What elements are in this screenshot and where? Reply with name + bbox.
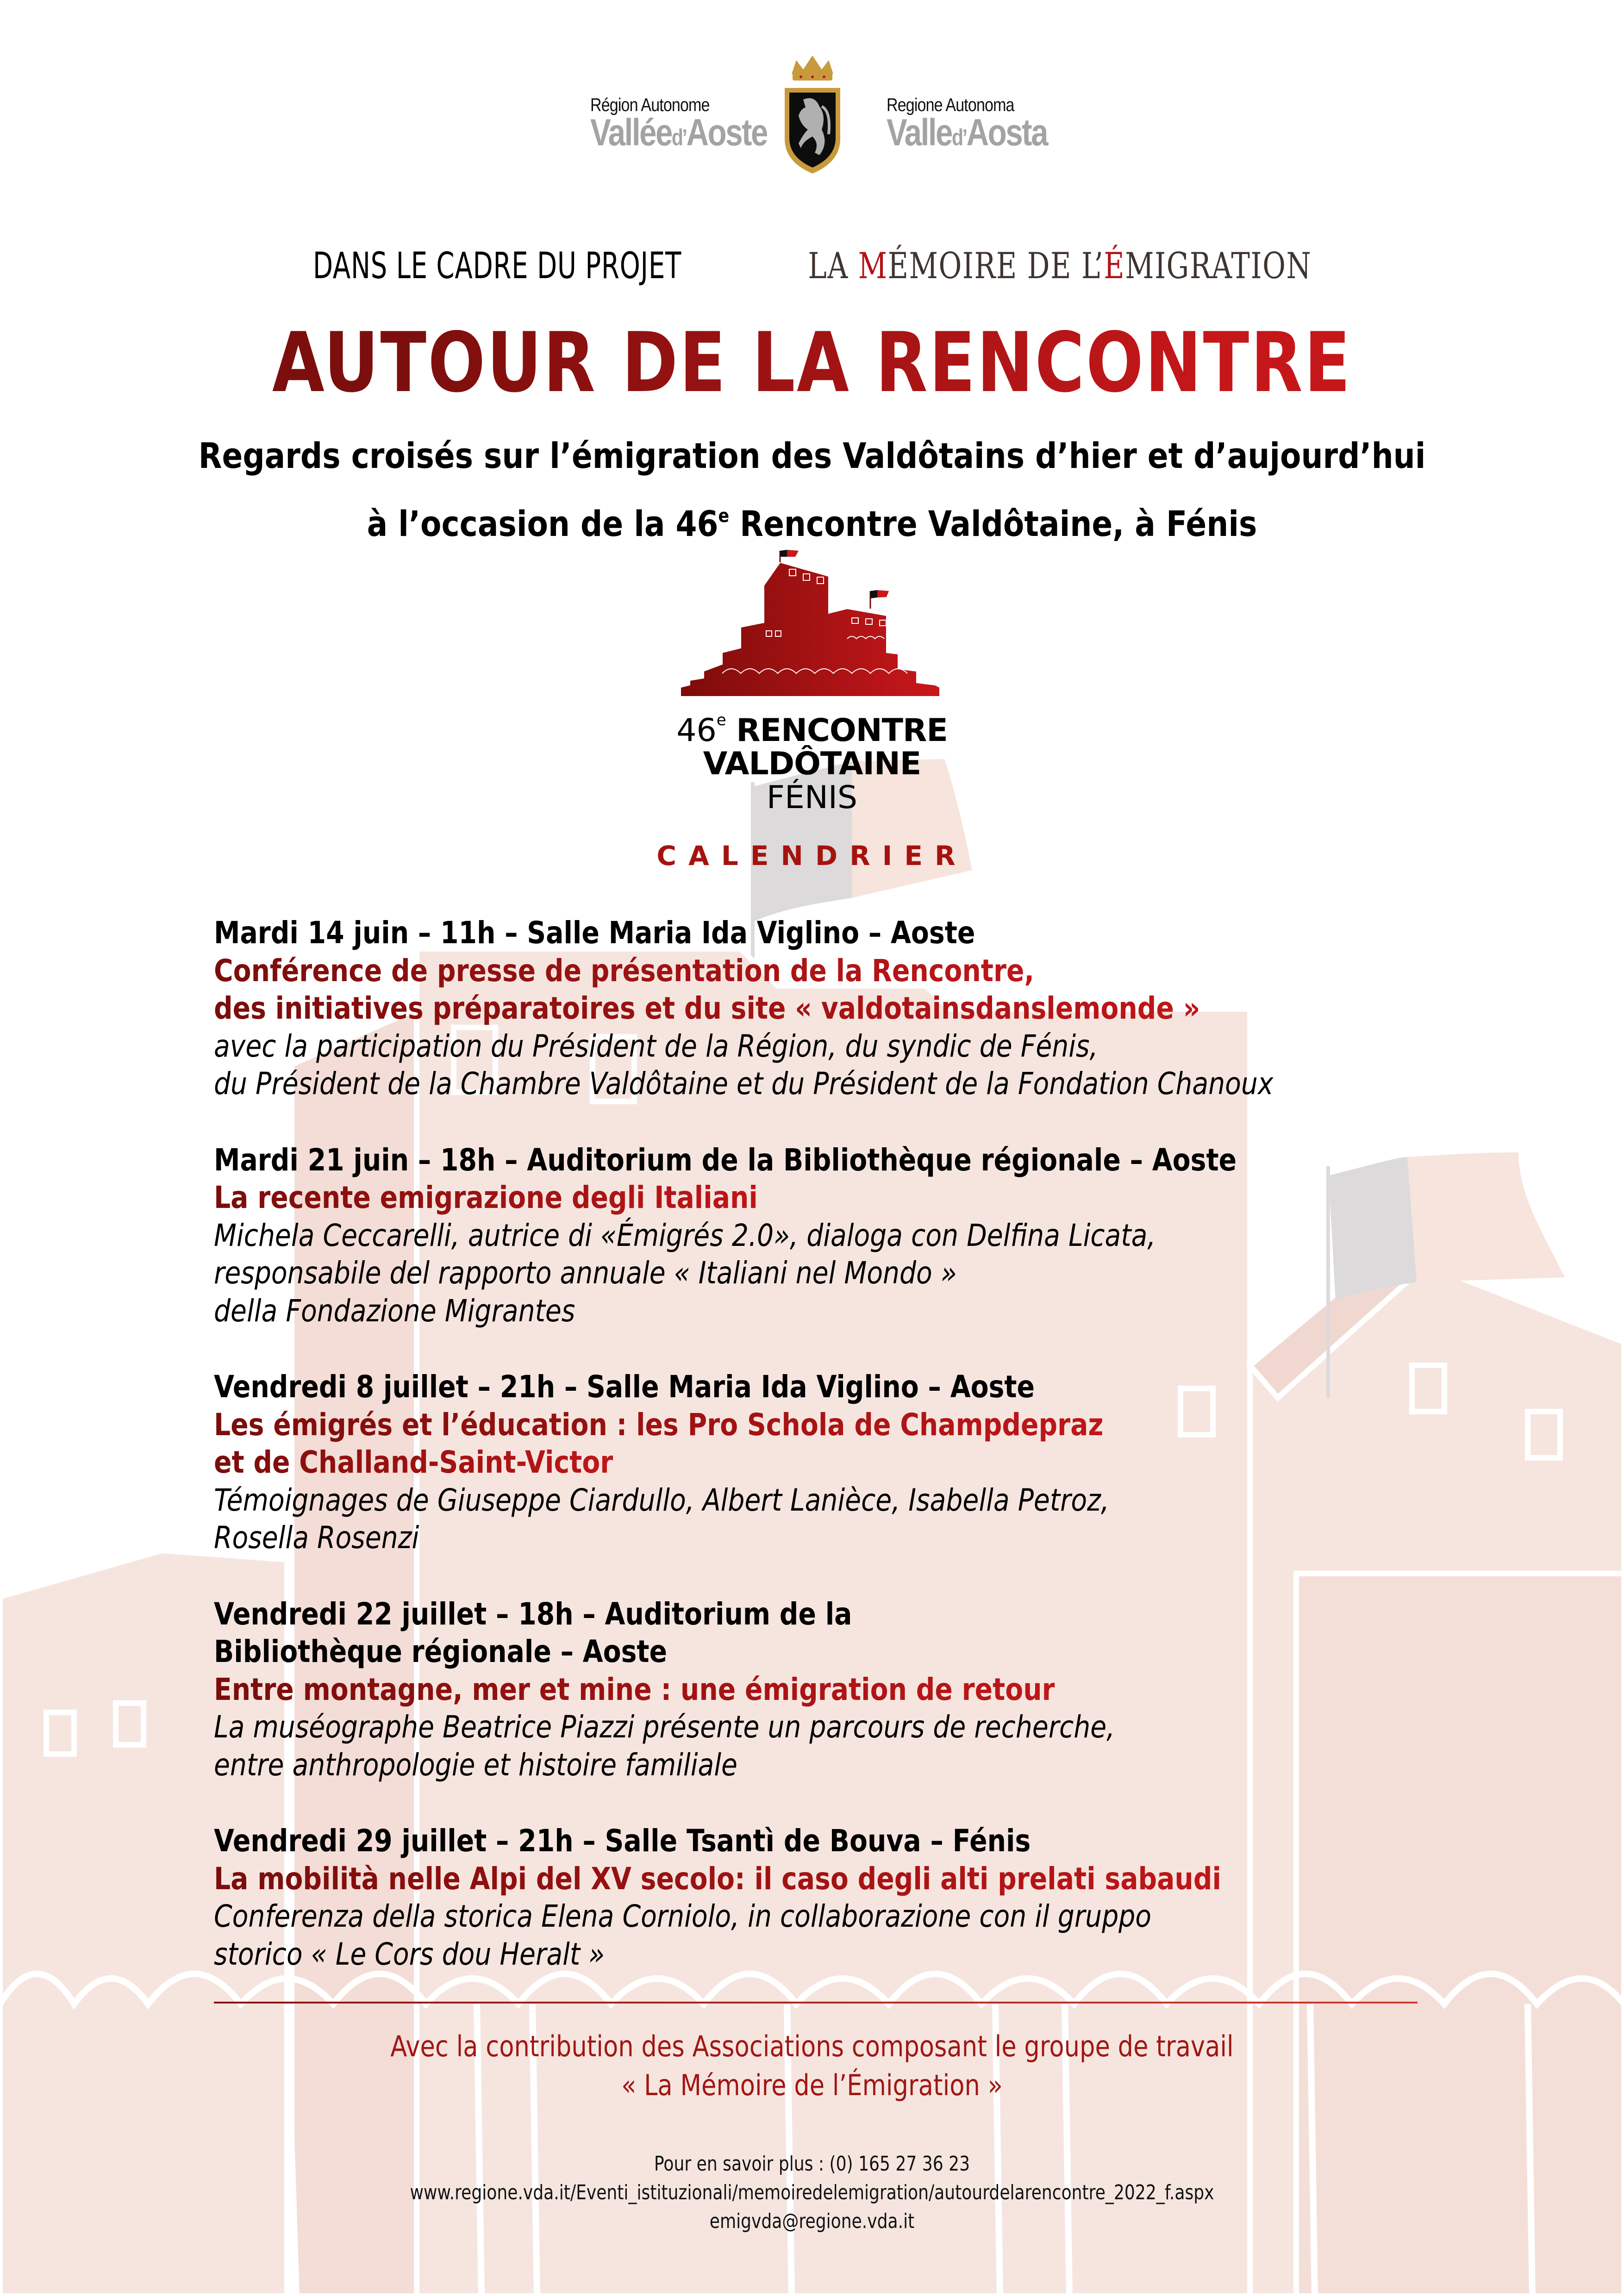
event-date-venue-row (214, 1822, 1464, 1860)
event-date-venue: Vendredi 29 juillet – 21h – Salle Tsantì de Bouva – Fénis (214, 1823, 1031, 1859)
contribution-line-1: Avec la contribution des Associations composant le groupe de travail (390, 2029, 1234, 2063)
info-phone: Pour en savoir plus : (0) 165 27 36 23 (654, 2152, 970, 2176)
logo-right-subtitle: Regione Autonoma (887, 95, 1014, 115)
event-description-row (214, 1217, 1464, 1255)
event-description: du Président de la Chambre Valdôtaine et du Président de la Fondation Chanoux (214, 1066, 1274, 1101)
castle-icon (676, 548, 954, 697)
subtitle-line-1: Regards croisés sur l’émigration des Valdôtains d’hier et d’aujourd’hui (198, 435, 1426, 476)
event-item (214, 1368, 1464, 1557)
contribution-note (0, 2027, 1624, 2105)
event-date-venue: Bibliothèque régionale – Aoste (214, 1634, 668, 1669)
subtitle-line-2b: Rencontre Valdôtaine, à Fénis (729, 503, 1257, 544)
events-list (214, 914, 1464, 2011)
logo-right-word1: Valle (887, 112, 952, 154)
event-description: entre anthropologie et histoire familiale (214, 1747, 737, 1783)
event-logo-sup: e (716, 711, 726, 729)
event-description: della Fondazione Migrantes (214, 1293, 575, 1329)
event-description: Conferenza della storica Elena Corniolo, in collaborazione con il gruppo (214, 1898, 1151, 1934)
project-name-red-e: É (1104, 245, 1125, 287)
event-title-row (214, 1860, 1464, 1898)
event-title-row (214, 1671, 1464, 1709)
event-description-row (214, 1935, 1464, 1973)
event-title-row (214, 989, 1464, 1027)
event-description-row (214, 1898, 1464, 1935)
event-description: storico « Le Cors dou Heralt » (214, 1936, 605, 1972)
event-date-venue: Mardi 14 juin – 11h – Salle Maria Ida Viglino – Aoste (214, 915, 975, 951)
event-date-venue-row (214, 1368, 1464, 1406)
divider (214, 2002, 1418, 2004)
subtitle-line-2 (106, 486, 1518, 554)
event-description-row (214, 1292, 1464, 1330)
event-description-row (214, 1519, 1464, 1557)
event-date-venue: Mardi 21 juin – 18h – Auditorium de la Bibliothèque régionale – Aoste (214, 1142, 1237, 1178)
event-item (214, 1595, 1464, 1784)
logo-french (590, 95, 806, 156)
project-line (0, 245, 1624, 287)
event-logo-text (0, 703, 1624, 815)
event-title: Entre montagne, mer et mine : une émigration de retour (214, 1671, 1055, 1709)
event-description-row (214, 1481, 1464, 1519)
info-url[interactable]: www.regione.vda.it/Eventi_istituzionali/memoiredelemigration/autourdelarencontre_2022_f.aspx (410, 2181, 1214, 2204)
event-date-venue-row (214, 1633, 1464, 1671)
event-title-row (214, 1179, 1464, 1217)
event-logo-line-1 (0, 703, 1624, 747)
event-date-venue-row (214, 914, 1464, 952)
logo-left-name (590, 114, 767, 156)
calendar-title: CALENDRIER (656, 840, 968, 871)
event-item (214, 914, 1464, 1103)
event-title: La mobilità nelle Alpi del XV secolo: il caso degli alti prelati sabaudi (214, 1860, 1221, 1898)
event-description: Témoignages de Giuseppe Ciardullo, Albert Lanièce, Isabella Petroz, (214, 1482, 1110, 1518)
event-item (214, 1822, 1464, 1973)
event-title-row (214, 1406, 1464, 1444)
project-name-part1: LA (808, 245, 858, 287)
event-title-row (214, 1444, 1464, 1481)
event-title-row (214, 952, 1464, 990)
event-description: Rosella Rosenzi (214, 1520, 419, 1556)
event-description-row (214, 1708, 1464, 1746)
event-date-venue-row (214, 1595, 1464, 1633)
event-logo-line-2: VALDÔTAINE (703, 746, 921, 782)
event-logo-word1: RENCONTRE (736, 712, 948, 749)
event-date-venue: Vendredi 22 juillet – 18h – Auditorium de la (214, 1596, 852, 1632)
event-title: Les émigrés et l’éducation : les Pro Schola de Champdepraz (214, 1406, 1103, 1444)
project-name (808, 245, 1312, 287)
logo-right-d: d’ (952, 124, 967, 150)
project-prefix: DANS LE CADRE DU PROJET (313, 245, 682, 287)
subtitle-line-2a: à l’occasion de la 46 (367, 503, 718, 544)
event-logo-number (676, 712, 726, 749)
logo-left-subtitle: Région Autonome (590, 95, 710, 115)
event-title: des initiatives préparatoires et du site « valdotainsdanslemonde » (214, 989, 1200, 1027)
logo-right-name (887, 114, 1047, 156)
event-date-venue-row (214, 1141, 1464, 1179)
logo-left-d: d’ (671, 124, 687, 150)
lion-crest-icon (782, 56, 843, 176)
main-title: AUTOUR DE LA RENCONTRE (146, 315, 1478, 411)
event-description-row (214, 1254, 1464, 1292)
logo-right-word2: Aosta (966, 112, 1048, 154)
subtitle (0, 426, 1624, 554)
event-title: Conférence de presse de présentation de la Rencontre, (214, 952, 1034, 990)
event-date-venue: Vendredi 8 juillet – 21h – Salle Maria Ida Viglino – Aoste (214, 1369, 1035, 1405)
event-description: avec la participation du Président de la Région, du syndic de Fénis, (214, 1028, 1098, 1064)
event-description-row (214, 1746, 1464, 1784)
subtitle-superscript: e (718, 505, 730, 527)
project-name-part3: MIGRATION (1125, 245, 1312, 287)
event-logo-num: 46 (676, 712, 717, 749)
project-name-part2: ÉMOIRE DE L’ (887, 245, 1104, 287)
logo-italian (887, 95, 1082, 156)
contact-info (0, 2150, 1624, 2236)
event-description: responsabile del rapporto annuale « Italiani nel Mondo » (214, 1255, 957, 1291)
event-logo-place: FÉNIS (766, 779, 858, 816)
project-name-red-m: M (858, 245, 888, 287)
event-item (214, 1141, 1464, 1330)
event-title: et de Challand-Saint-Victor (214, 1444, 613, 1481)
event-title: La recente emigrazione degli Italiani (214, 1179, 758, 1217)
logo-left-word2: Aoste (686, 112, 767, 154)
info-email[interactable]: emigvda@regione.vda.it (709, 2209, 915, 2233)
event-description: Michela Ceccarelli, autrice di «Émigrés 2.0», dialoga con Delfina Licata, (214, 1217, 1156, 1253)
event-description: La muséographe Beatrice Piazzi présente un parcours de recherche, (214, 1709, 1115, 1745)
contribution-line-2: « La Mémoire de l’Émigration » (621, 2068, 1003, 2102)
event-description-row (214, 1027, 1464, 1065)
event-description-row (214, 1065, 1464, 1103)
region-logo (0, 56, 1624, 180)
logo-left-word1: Vallée (590, 112, 672, 154)
